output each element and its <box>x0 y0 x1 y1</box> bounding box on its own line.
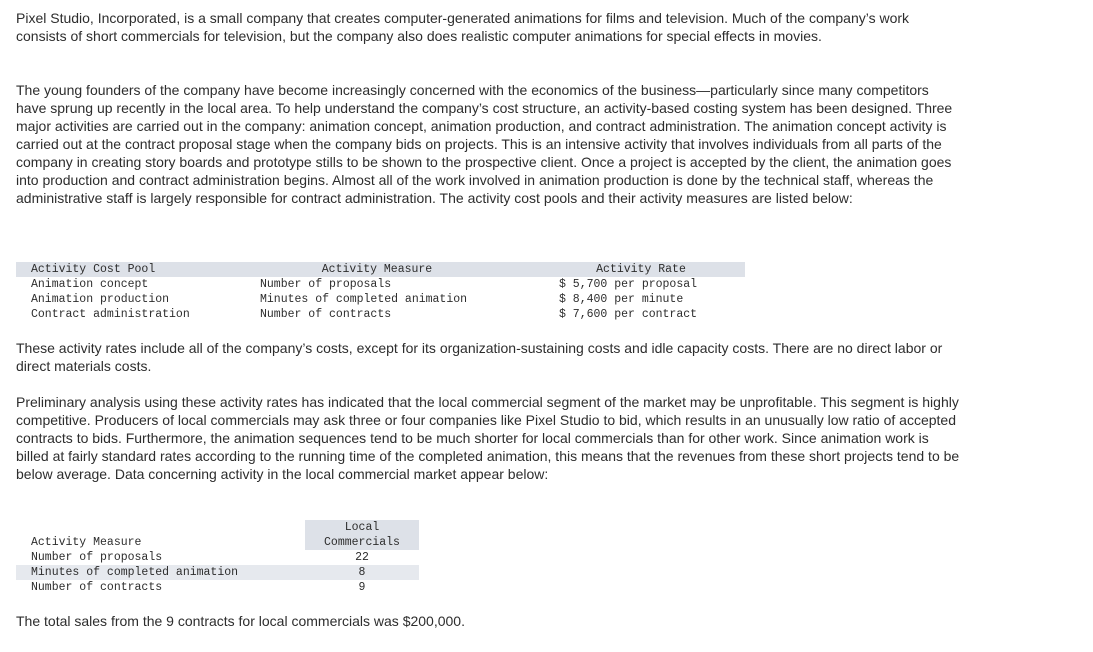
total-sales-paragraph: The total sales from the 9 contracts for local commercials was $200,000. <box>16 613 465 629</box>
measure-cell: Number of proposals <box>260 278 392 291</box>
measure-cell: Minutes of completed animation <box>31 566 239 579</box>
header-commercials: Commercials <box>324 536 400 549</box>
intro-paragraph: Pixel Studio, Incorporated, is a small company that creates computer-generated animations for films and television. Much of the company’s work consists of short commercials for television, but the company also does realistic computer animations for special effects in movies. <box>16 10 910 44</box>
measure-cell: Number of proposals <box>31 551 163 564</box>
measure-cell: Minutes of completed animation <box>260 293 468 306</box>
measure-cell: Number of contracts <box>31 581 163 594</box>
header-activity-measure: Activity Measure <box>321 263 433 276</box>
header-activity-measure: Activity Measure <box>31 536 142 549</box>
header-local: Local <box>344 521 380 534</box>
measure-cell: Number of contracts <box>260 308 392 321</box>
value-cell: 8 <box>358 566 366 579</box>
preliminary-paragraph: Preliminary analysis using these activity rates has indicated that the local commercial segment of the market may be unprofitable. This segment is highly competitive. Producers of local commercials may ask three or four companies like Pixel Studio to bid, which results in an unusually low ratio of accepted contracts to bids. Furthermore, the animation sequences tend to be much shorter for local commercials than for other work. Since animation work is billed at fairly standard rates according to the running time of the completed animation, this means that the revenues from these short projects tend to be below average. Data concerning activity in the local commercial market appear below: <box>16 394 960 482</box>
founders-paragraph: The young founders of the company have become increasingly concerned with the economics of the business—particularly since many competitors have sprung up recently in the local area. To help understand the company’s cost structure, an activity-based costing system has been designed. Three major activities are carried out in the company: animation concept, animation production, and contract administration. The animation concept activity is carried out at the contract proposal stage when the company bids on projects. This is an intensive activity that involves individuals from all parts of the company in creating story boards and prototype stills to be shown to the prospective client. Once a project is accepted by the client, the animation goes into production and contract administration begins. Almost all of the work involved in animation production is done by the technical staff, whereas the administrative staff is largely responsible for contract administration. The activity cost pools and their activity measures are listed below: <box>16 82 953 206</box>
rate-cell: $ 5,700 per proposal <box>559 278 698 291</box>
pool-cell: Animation production <box>31 293 170 306</box>
value-cell: 9 <box>358 581 366 594</box>
rate-cell: $ 7,600 per contract <box>559 308 698 321</box>
pool-cell: Contract administration <box>31 308 190 321</box>
rates-note-paragraph: These activity rates include all of the company’s costs, except for its organization-sustaining costs and idle capacity costs. There are no direct labor or direct materials costs. <box>16 340 943 374</box>
header-activity-rate: Activity Rate <box>596 263 686 276</box>
header-activity-cost-pool: Activity Cost Pool <box>31 263 156 276</box>
activity-rates-table <box>16 262 746 324</box>
local-commercials-table <box>16 520 426 600</box>
rate-cell: $ 8,400 per minute <box>559 293 684 306</box>
value-cell: 22 <box>355 551 369 564</box>
pool-cell: Animation concept <box>31 278 149 291</box>
